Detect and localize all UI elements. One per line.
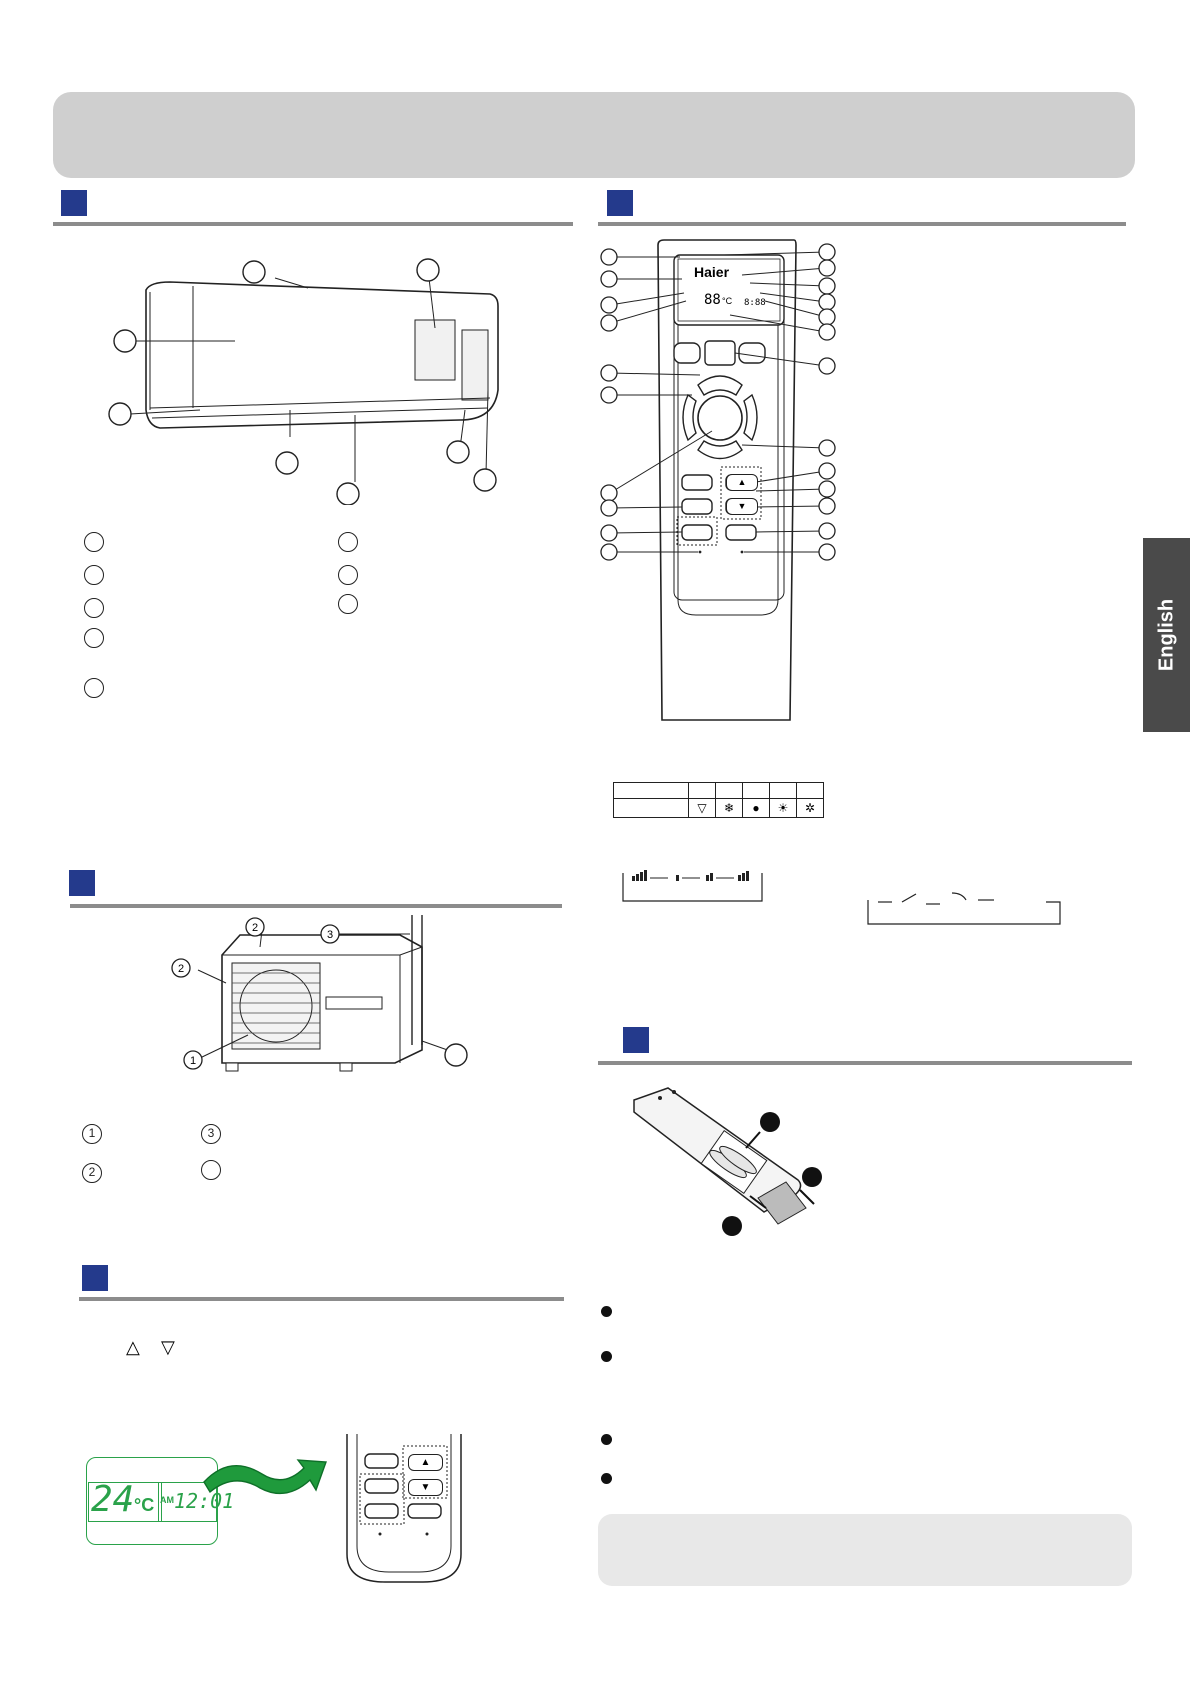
swing-cycle-diagram <box>866 890 1062 926</box>
ampm-readout: AM <box>160 1495 174 1505</box>
clock-readout: 12:01 <box>174 1489 235 1513</box>
remote-lower-detail <box>345 1434 463 1584</box>
svg-text:2: 2 <box>251 922 259 934</box>
section-marker-clock <box>82 1265 108 1291</box>
mode-table <box>613 782 824 818</box>
section-marker-remote <box>607 190 633 216</box>
green-arrow-icon <box>200 1440 328 1510</box>
down-symbol: ▽ <box>161 1337 175 1357</box>
language-tab-label: English <box>1155 598 1177 672</box>
bullet <box>601 1434 612 1445</box>
section-marker-outdoor <box>69 870 95 896</box>
remote-lcd-clock: 8:88 <box>744 298 766 308</box>
svg-text:3: 3 <box>326 929 334 941</box>
remote-brand: Haier <box>694 264 730 280</box>
cool-mode-icon: ❄ <box>716 799 743 818</box>
temp-down-button[interactable]: ▼ <box>726 498 758 515</box>
svg-text:1: 1 <box>189 1055 197 1067</box>
fan-speed-cycle-diagram <box>620 865 770 905</box>
legend-marker <box>338 594 358 614</box>
section-marker-batteries <box>623 1027 649 1053</box>
legend-marker <box>338 565 358 585</box>
battery-install-illustration <box>628 1080 833 1245</box>
temp-unit: °C <box>134 1495 155 1515</box>
heat-mode-icon: ☀ <box>770 799 797 818</box>
section-divider-remote <box>598 222 1126 226</box>
fan-mode-icon: ✲ <box>797 799 824 818</box>
header-banner <box>53 92 1135 178</box>
up-button[interactable]: ▲ <box>408 1454 443 1471</box>
legend-marker-3: 3 <box>201 1124 221 1144</box>
section-divider-outdoor <box>70 904 562 908</box>
section-divider-clock <box>79 1297 564 1301</box>
down-button[interactable]: ▼ <box>408 1479 443 1496</box>
legend-marker <box>84 598 104 618</box>
section-divider-batteries <box>598 1061 1132 1065</box>
bullet <box>601 1473 612 1484</box>
legend-marker-1: 1 <box>82 1124 102 1144</box>
legend-marker <box>201 1160 221 1180</box>
language-tab[interactable] <box>1143 538 1190 732</box>
remote-lcd-unit: °C <box>722 296 733 306</box>
remote-lcd-temp: 88 <box>704 292 721 308</box>
note-box <box>598 1514 1132 1586</box>
indoor-unit-illustration <box>90 250 520 505</box>
dry-mode-icon: ● <box>743 799 770 818</box>
bullet <box>601 1351 612 1362</box>
outdoor-unit-illustration <box>160 915 480 1090</box>
temp-readout: 24 <box>91 1479 135 1520</box>
section-divider-indoor <box>53 222 573 226</box>
bullet <box>601 1306 612 1317</box>
temp-up-button[interactable]: ▲ <box>726 474 758 491</box>
legend-marker-2: 2 <box>82 1163 102 1183</box>
legend-marker <box>84 565 104 585</box>
svg-text:2: 2 <box>177 963 185 975</box>
remote-control-illustration <box>600 235 840 730</box>
legend-marker <box>84 628 104 648</box>
legend-marker <box>338 532 358 552</box>
legend-marker <box>84 678 104 698</box>
auto-mode-icon: ▽ <box>689 799 716 818</box>
legend-marker <box>84 532 104 552</box>
up-symbol: △ <box>126 1337 140 1357</box>
section-marker-indoor <box>61 190 87 216</box>
